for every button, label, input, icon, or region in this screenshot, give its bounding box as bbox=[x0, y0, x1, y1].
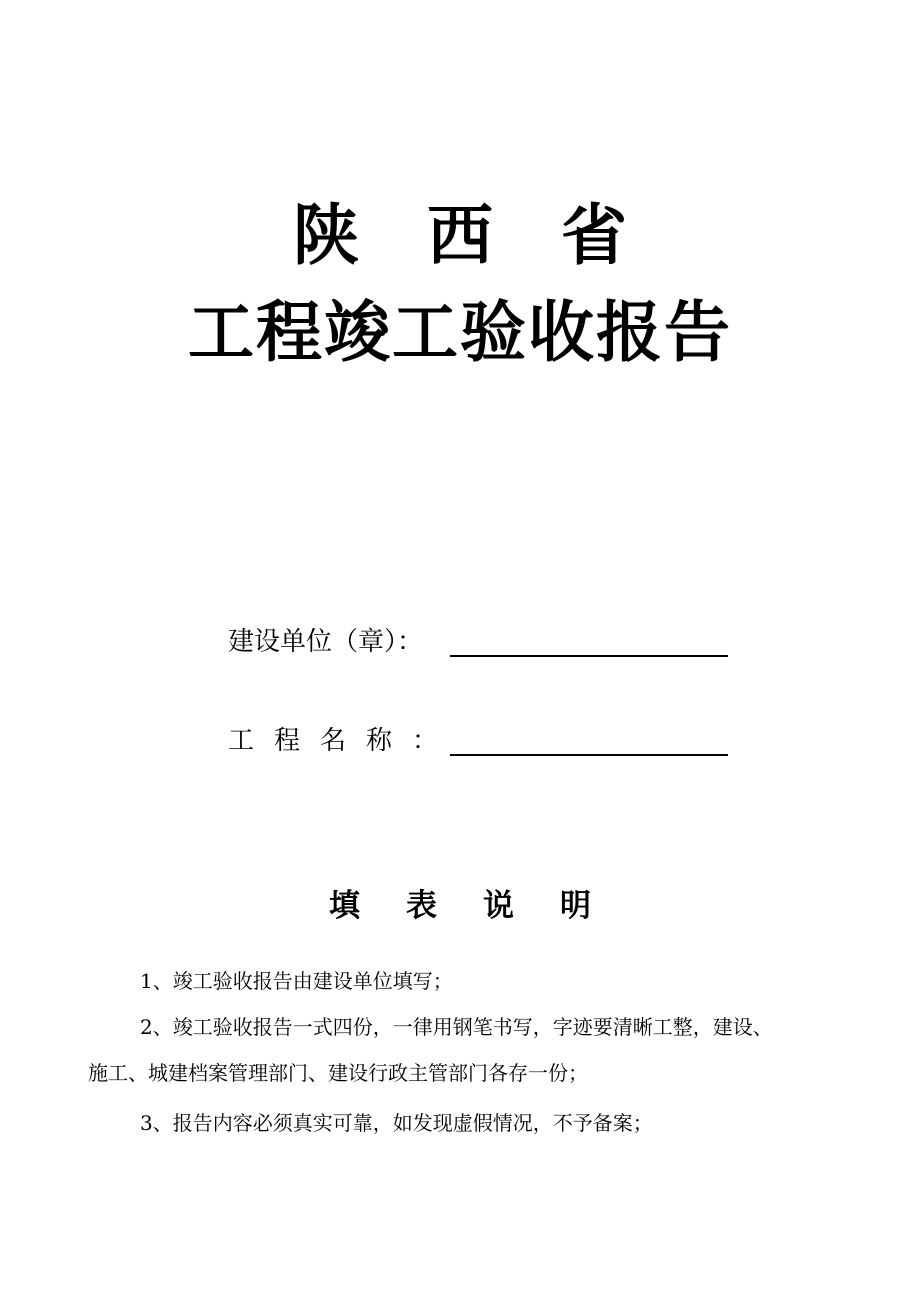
construction-unit-field bbox=[228, 622, 728, 662]
project-name-field bbox=[228, 721, 728, 761]
instructions-heading: 填表说明 bbox=[329, 888, 637, 924]
instruction-item-2-line-1: 2、竣工验收报告一式四份，一律用钢笔书写，字迹要清晰工整，建设、 bbox=[140, 1015, 773, 1039]
instruction-item-2-line-2: 施工、城建档案管理部门、建设行政主管部门各存一份； bbox=[88, 1061, 588, 1085]
title-report: 工程竣工验收报告 bbox=[188, 294, 732, 371]
construction-unit-label: 建设单位（章）： bbox=[228, 627, 424, 657]
project-name-label: 工程名称： bbox=[228, 726, 459, 756]
project-name-blank-line bbox=[450, 754, 728, 756]
instruction-item-1: 1、竣工验收报告由建设单位填写； bbox=[140, 969, 453, 993]
instruction-item-3: 3、报告内容必须真实可靠，如发现虚假情况，不予备案； bbox=[140, 1111, 653, 1135]
title-province: 陕西省 bbox=[293, 197, 695, 274]
construction-unit-blank-line bbox=[450, 655, 728, 657]
